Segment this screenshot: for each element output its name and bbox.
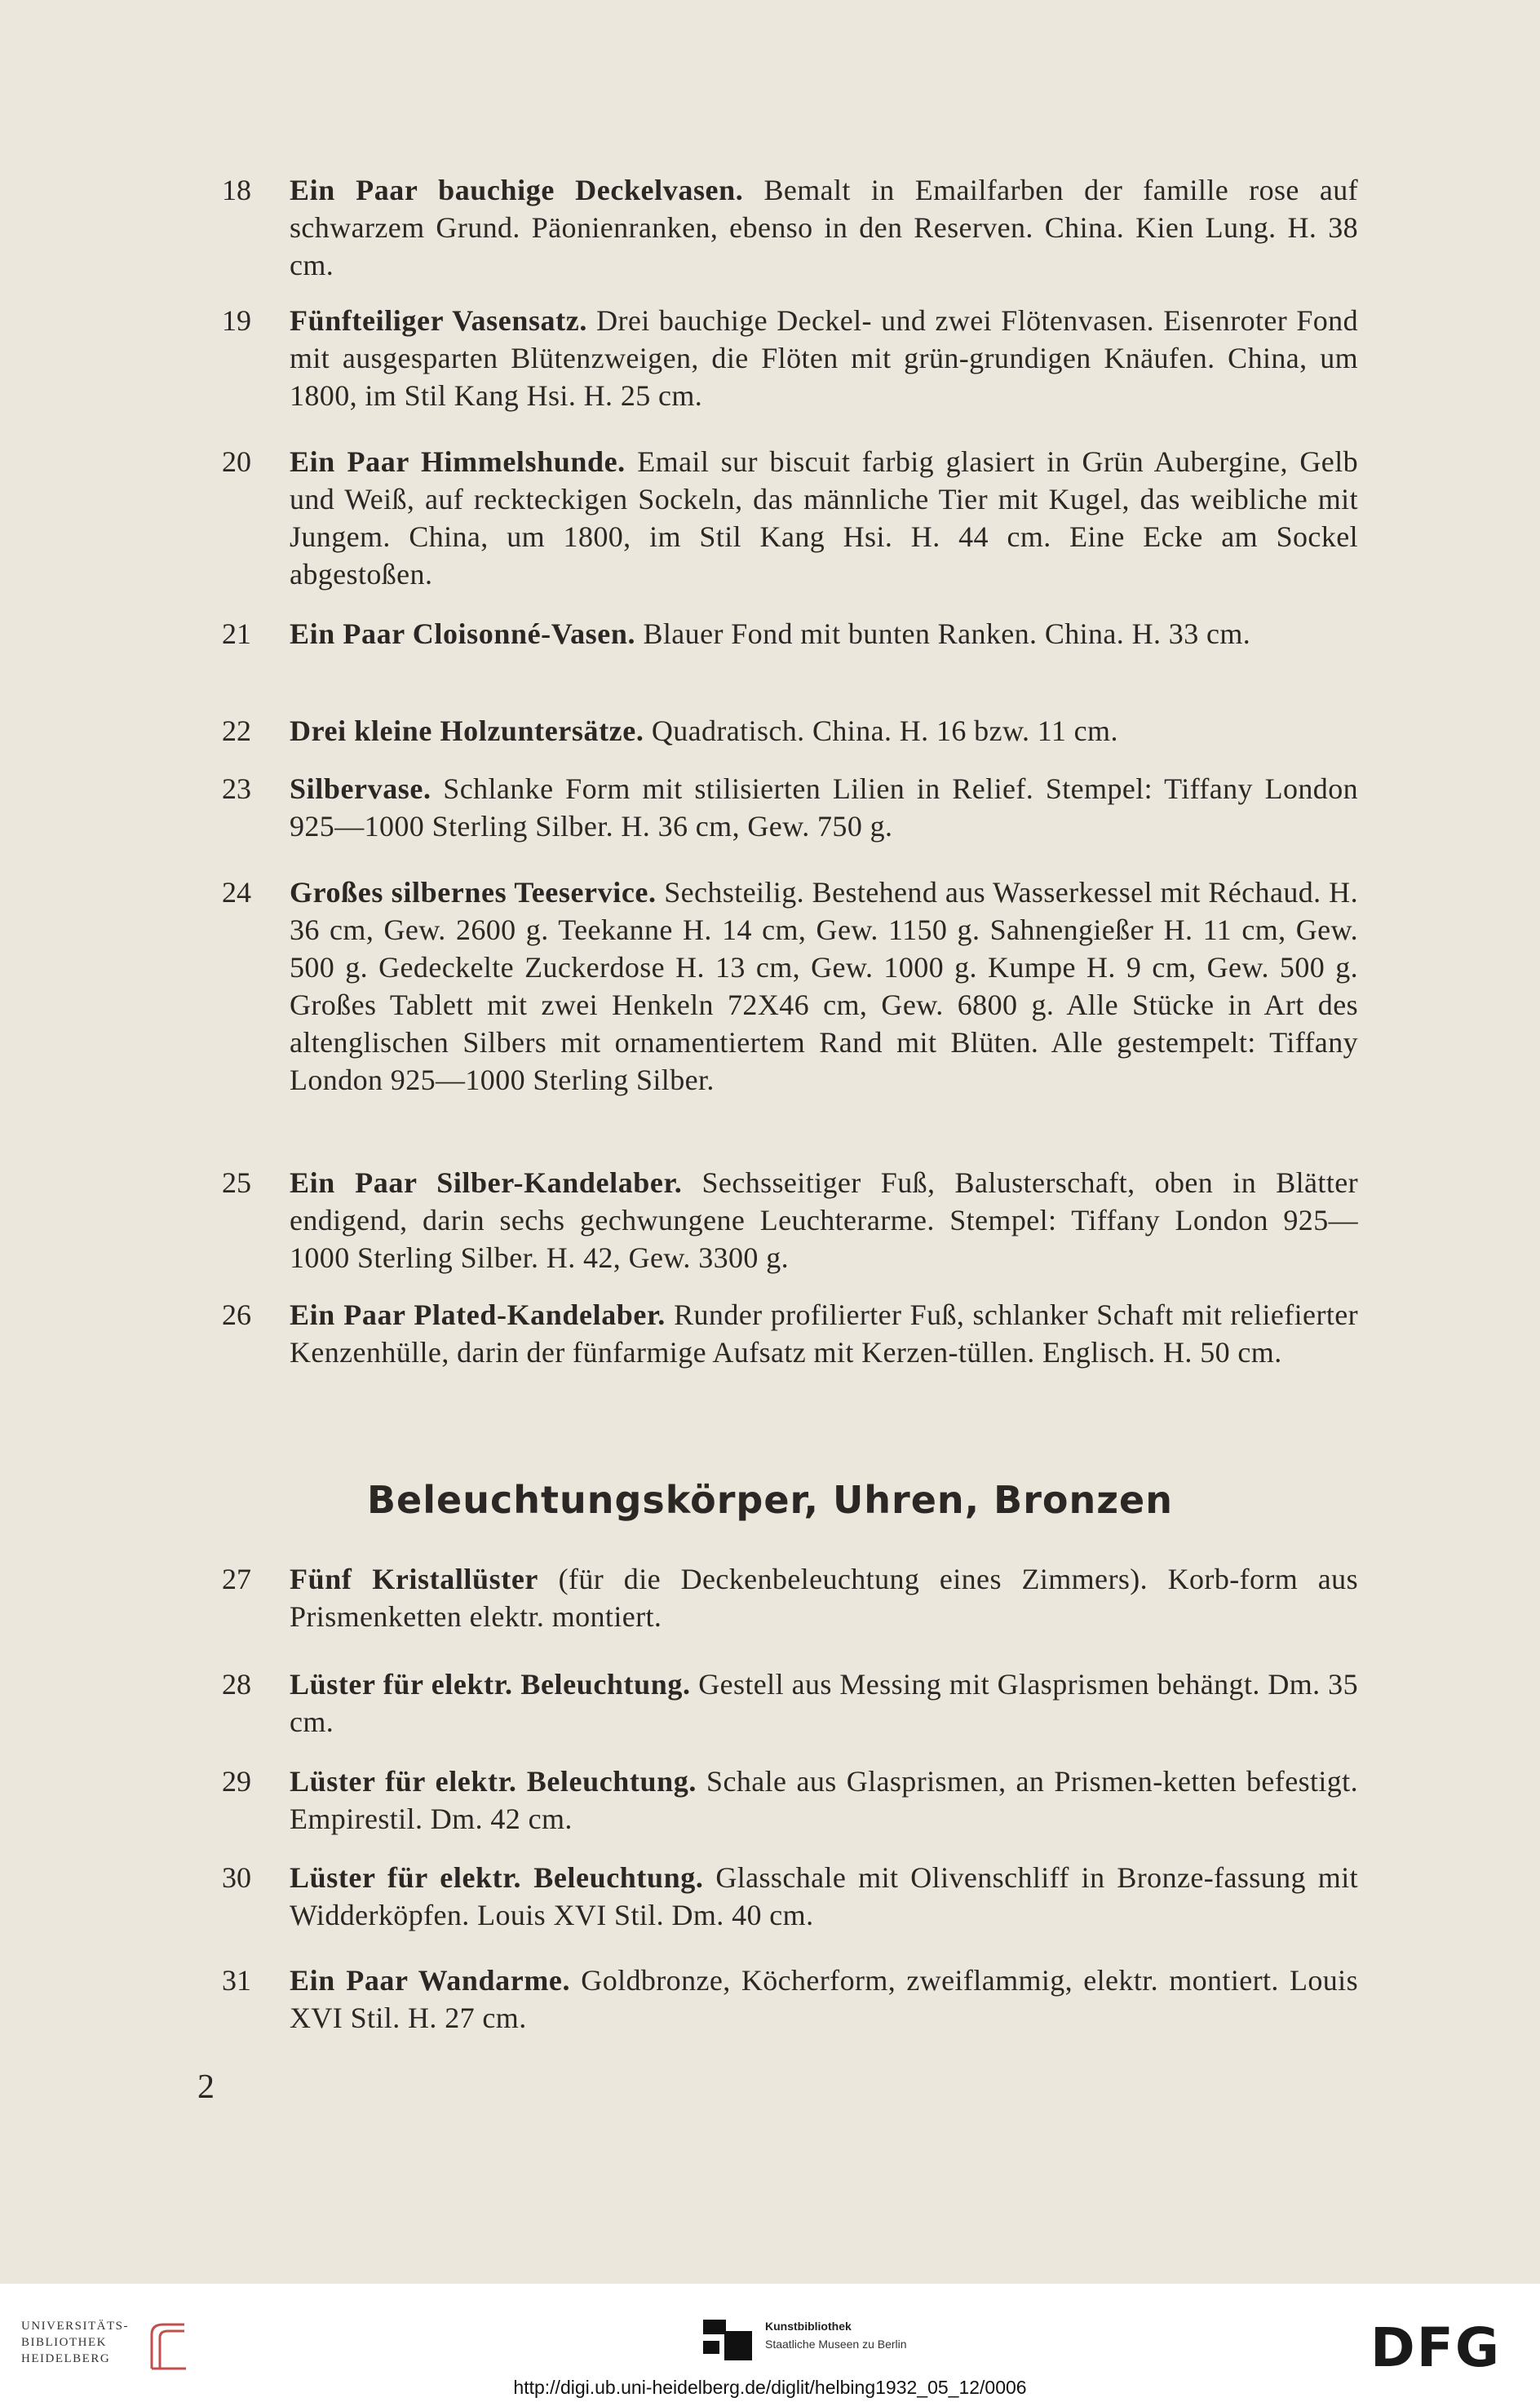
library-subtitle: Staatliche Museen zu Berlin: [765, 2338, 907, 2351]
entry-text: [290, 1962, 1358, 2037]
entry-number: 20: [222, 445, 251, 478]
entry-number: 19: [222, 304, 251, 337]
entry-number: 23: [222, 772, 251, 805]
entry-title: Ein Paar Wandarme.: [290, 1964, 571, 1997]
entry-body: Runder profilierter Fuß, schlanker Schaft mit reliefierter Kenzenhülle, darin der fünfarmige Aufsatz mit Kerzen-tüllen. Englisch. H. 50 cm.: [290, 1298, 1358, 1369]
entry-body: Schale aus Glasprismen, an Prismen-ketten befestigt. Empirestil. Dm. 42 cm.: [290, 1765, 1358, 1835]
entry-body: Sechsteilig. Bestehend aus Wasserkessel mit Réchaud. H. 36 cm, Gew. 2600 g. Teekanne H. 14 cm, Gew. 1150 g. Sahnengießer H. 11 cm, Gew. 500 g. Gedeckelte Zuckerdose H. 13 cm, Gew. 1000 g. Kumpe H. 9 cm, Gew. 500 g. Großes Tablett mit zwei Henkeln 72X46 cm, Gew. 6800 g. Alle Stücke in Art des altenglischen Silbers mit ornamentiertem Rand mit Blüten. Alle gestempelt: Tiffany London 925—1000 Sterling Silber.: [290, 876, 1358, 1096]
entry-number: 18: [222, 174, 251, 206]
entry-text: [290, 171, 1358, 284]
entry-number: 21: [222, 617, 251, 650]
entry-body: Sechsseitiger Fuß, Balusterschaft, oben in Blätter endigend, darin sechs gechwungene Leuchterarme. Stempel: Tiffany London 925—1000 Sterling Silber. H. 42, Gew. 3300 g.: [290, 1166, 1358, 1274]
entry-number: 30: [222, 1861, 251, 1894]
university-library-logo[interactable]: [21, 2318, 201, 2375]
entry-body: Goldbronze, Köcherform, zweiflammig, elektr. montiert. Louis XVI Stil. H. 27 cm.: [290, 1964, 1358, 2034]
entry-body: Gestell aus Messing mit Glasprismen behängt. Dm. 35 cm.: [290, 1668, 1358, 1738]
entry-title: Ein Paar Himmelshunde.: [290, 445, 626, 478]
entry-text: [290, 1296, 1358, 1371]
page-number: 2: [197, 2068, 215, 2106]
entry-title: Lüster für elektr. Beleuchtung.: [290, 1861, 704, 1894]
entry-body: (für die Deckenbeleuchtung eines Zimmers). Korb-form aus Prismenketten elektr. montiert.: [290, 1563, 1358, 1633]
entry-text: [290, 874, 1358, 1099]
entry-text: [290, 1763, 1358, 1838]
entry-number: 29: [222, 1765, 251, 1798]
entry-text: [290, 1859, 1358, 1934]
entry-number: 31: [222, 1964, 251, 1997]
entry-text: [290, 1560, 1358, 1635]
entry-body: Quadratisch. China. H. 16 bzw. 11 cm.: [651, 714, 1118, 747]
section-heading: Beleuchtungskörper, Uhren, Bronzen: [366, 1478, 1173, 1522]
dfg-logo[interactable]: DFG: [1370, 2316, 1502, 2379]
kunstbibliothek-text: [765, 2320, 907, 2351]
entry-body: Bemalt in Emailfarben der famille rose auf schwarzem Grund. Päonienranken, ebenso in den Reserven. China. Kien Lung. H. 38 cm.: [290, 174, 1358, 281]
library-name: Kunstbibliothek: [765, 2320, 852, 2333]
entry-title: Lüster für elektr. Beleuchtung.: [290, 1668, 691, 1701]
entry-title: Lüster für elektr. Beleuchtung.: [290, 1765, 697, 1798]
entry-text: [290, 1164, 1358, 1276]
entry-body: Blauer Fond mit bunten Ranken. China. H. 33 cm.: [643, 617, 1251, 650]
kunstbibliothek-logo[interactable]: [703, 2316, 964, 2365]
entry-title: Ein Paar Cloisonné-Vasen.: [290, 617, 636, 650]
university-line: BIBLIOTHEK: [21, 2336, 107, 2349]
entry-text: [290, 712, 1358, 750]
entry-text: [290, 443, 1358, 593]
entry-number: 27: [222, 1563, 251, 1595]
entry-title: Drei kleine Holzuntersätze.: [290, 714, 644, 747]
university-emblem-icon: [144, 2320, 192, 2373]
kunstbibliothek-emblem-icon: [703, 2320, 754, 2362]
footer-bar: [0, 2284, 1540, 2402]
entry-title: Ein Paar Plated-Kandelaber.: [290, 1298, 666, 1331]
entry-number: 22: [222, 714, 251, 747]
entry-title: Großes silbernes Teeservice.: [290, 876, 657, 909]
entry-body: Schlanke Form mit stilisierten Lilien in Relief. Stempel: Tiffany London 925—1000 Sterling Silber. H. 36 cm, Gew. 750 g.: [290, 772, 1358, 843]
university-line: UNIVERSITÄTS-: [21, 2320, 129, 2333]
entry-title: Ein Paar bauchige Deckelvasen.: [290, 174, 744, 206]
entry-title: Ein Paar Silber-Kandelaber.: [290, 1166, 683, 1199]
entry-text: [290, 615, 1358, 652]
entry-body: Email sur biscuit farbig glasiert in Grün Aubergine, Gelb und Weiß, auf reckteckigen Sockeln, das männliche Tier mit Kugel, das weibliche mit Jungem. China, um 1800, im Stil Kang Hsi. H. 44 cm. Eine Ecke am Sockel abgestoßen.: [290, 445, 1358, 591]
university-name: [21, 2318, 144, 2367]
entry-title: Fünfteiliger Vasensatz.: [290, 304, 587, 337]
entry-title: Silbervase.: [290, 772, 431, 805]
entry-number: 28: [222, 1668, 251, 1701]
entry-text: [290, 770, 1358, 845]
entry-text: [290, 1665, 1358, 1741]
entry-number: 24: [222, 876, 251, 909]
entry-number: 26: [222, 1298, 251, 1331]
entry-text: [290, 302, 1358, 414]
entry-body: Drei bauchige Deckel- und zwei Flötenvasen. Eisenroter Fond mit ausgesparten Blütenzweigen, die Flöten mit grün-grundigen Knäufen. China, um 1800, im Stil Kang Hsi. H. 25 cm.: [290, 304, 1358, 412]
source-url-link[interactable]: http://digi.ub.uni-heidelberg.de/diglit/helbing1932_05_12/0006: [513, 2377, 1027, 2398]
entry-number: 25: [222, 1166, 251, 1199]
entry-body: Glasschale mit Olivenschliff in Bronze-fassung mit Widderköpfen. Louis XVI Stil. Dm. 40 cm.: [290, 1861, 1358, 1931]
university-line: HEIDELBERG: [21, 2352, 111, 2365]
entry-title: Fünf Kristallüster: [290, 1563, 538, 1595]
